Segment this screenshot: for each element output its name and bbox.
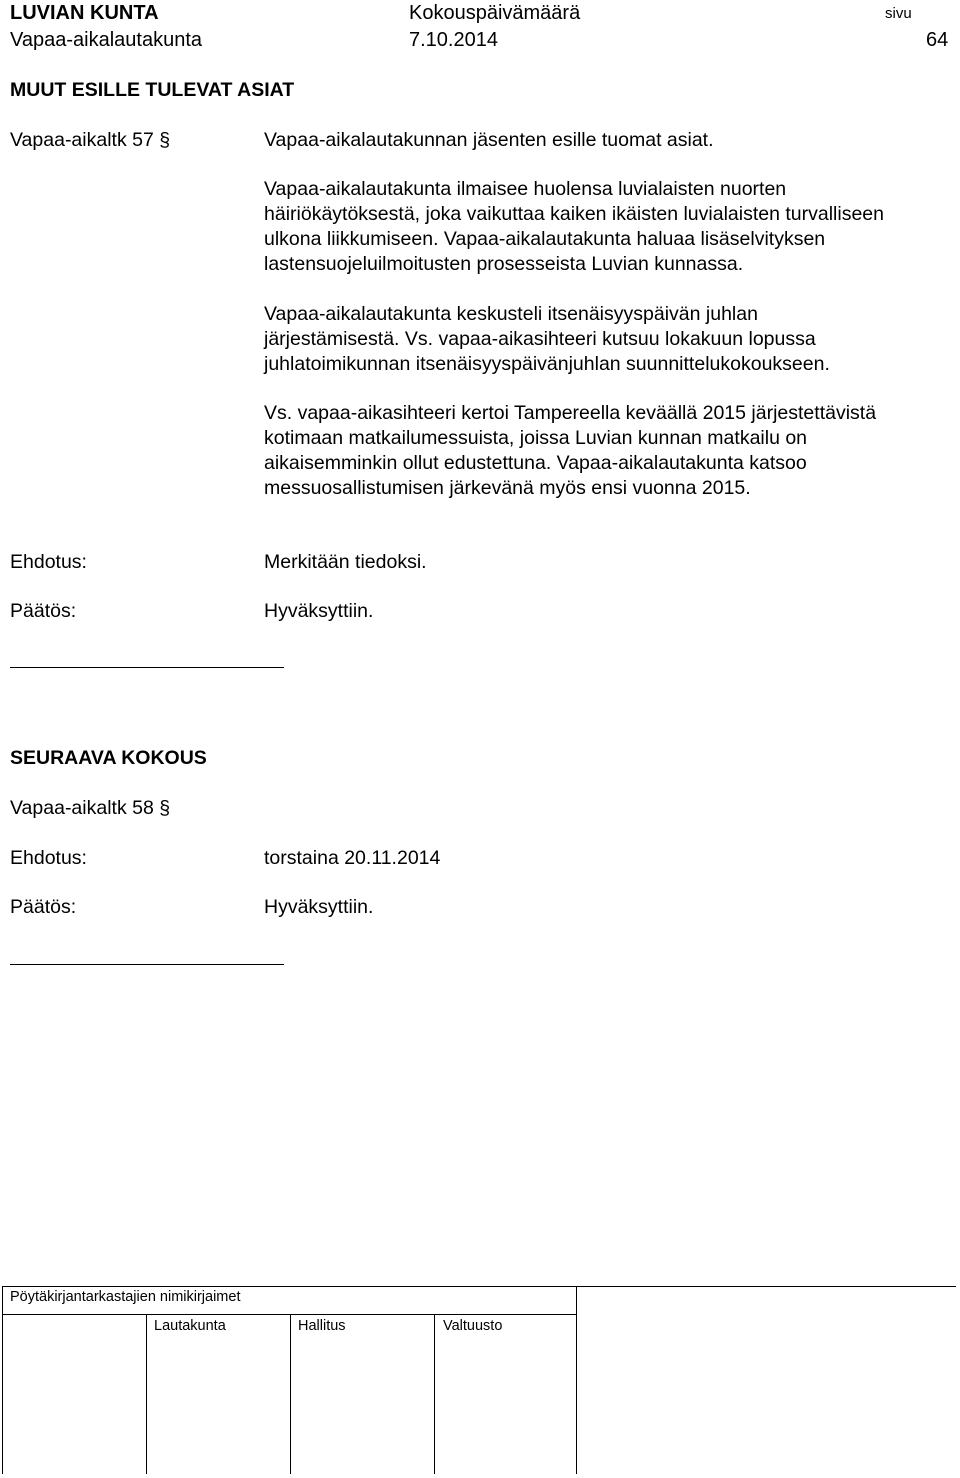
section-ref-58: Vapaa-aikaltk 58 § (10, 797, 171, 819)
decision-text: Hyväksyttiin. (264, 896, 374, 918)
section-heading-other-matters: MUUT ESILLE TULEVAT ASIAT (10, 79, 295, 101)
meeting-date: 7.10.2014 (409, 29, 498, 51)
proposal-label: Ehdotus: (10, 551, 87, 573)
text-line: järjestämisestä. Vs. vapaa-aikasihteeri kutsuu lokakuun lopussa (264, 328, 816, 350)
text-line: ulkona liikkumiseen. Vapaa-aikalautakunta haluaa lisäselvityksen (264, 228, 826, 250)
text-line: lastensuojeluilmoitusten prosesseista Luvian kunnassa. (264, 253, 744, 275)
paragraph-travel-fair (264, 401, 954, 501)
section-divider (10, 667, 284, 668)
organization-name: LUVIAN KUNTA (10, 2, 159, 24)
table-col-divider (434, 1314, 435, 1474)
text-line: juhlatoimikunnan itsenäisyyspäivänjuhlan suunnittelukokoukseen. (264, 353, 830, 375)
page-label: sivu (885, 5, 912, 22)
decision-label: Päätös: (10, 600, 77, 622)
decision-label: Päätös: (10, 896, 77, 918)
proposal-text: Merkitään tiedoksi. (264, 551, 427, 573)
section-divider (10, 964, 284, 965)
text-line: Vs. vapaa-aikasihteeri kertoi Tampereella keväällä 2015 järjestettävistä (264, 402, 877, 424)
section-heading-next-meeting: SEURAAVA KOKOUS (10, 747, 207, 769)
table-border-top (2, 1286, 956, 1287)
table-col-divider (290, 1314, 291, 1474)
table-col-divider (576, 1286, 577, 1474)
proposal-text: torstaina 20.11.2014 (264, 847, 441, 869)
text-line: kotimaan matkailumessuista, joissa Luvian kunnan matkailu on (264, 427, 808, 449)
decision-text: Hyväksyttiin. (264, 600, 374, 622)
table-border-mid (2, 1314, 576, 1315)
text-line: aikaisemminkin ollut edustettuna. Vapaa-aikalautakunta katsoo (264, 452, 807, 474)
signature-col-board: Hallitus (298, 1318, 346, 1334)
paragraph-youth-concern (264, 177, 954, 277)
page-number: 64 (926, 29, 949, 51)
text-line: Vapaa-aikalautakunta ilmaisee huolensa luvialaisten nuorten (264, 178, 787, 200)
item-title-57: Vapaa-aikalautakunnan jäsenten esille tuomat asiat. (264, 129, 714, 151)
proposal-label: Ehdotus: (10, 847, 87, 869)
table-col-divider (146, 1314, 147, 1474)
paragraph-independence-day (264, 302, 954, 377)
meeting-date-label: Kokouspäivämäärä (409, 2, 581, 24)
signature-col-council: Valtuusto (443, 1318, 503, 1334)
text-line: Vapaa-aikalautakunta keskusteli itsenäisyyspäivän juhlan (264, 303, 758, 325)
text-line: messuosallistumisen järkevänä myös ensi vuonna 2015. (264, 477, 751, 499)
signature-col-committee: Lautakunta (154, 1318, 226, 1334)
board-name: Vapaa-aikalautakunta (10, 29, 202, 51)
signature-table (2, 1286, 956, 1474)
section-ref-57: Vapaa-aikaltk 57 § (10, 129, 171, 151)
text-line: häiriökäytöksestä, joka vaikuttaa kaiken ikäisten luvialaisten turvalliseen (264, 203, 884, 225)
signatures-label: Pöytäkirjantarkastajien nimikirjaimet (10, 1289, 241, 1305)
